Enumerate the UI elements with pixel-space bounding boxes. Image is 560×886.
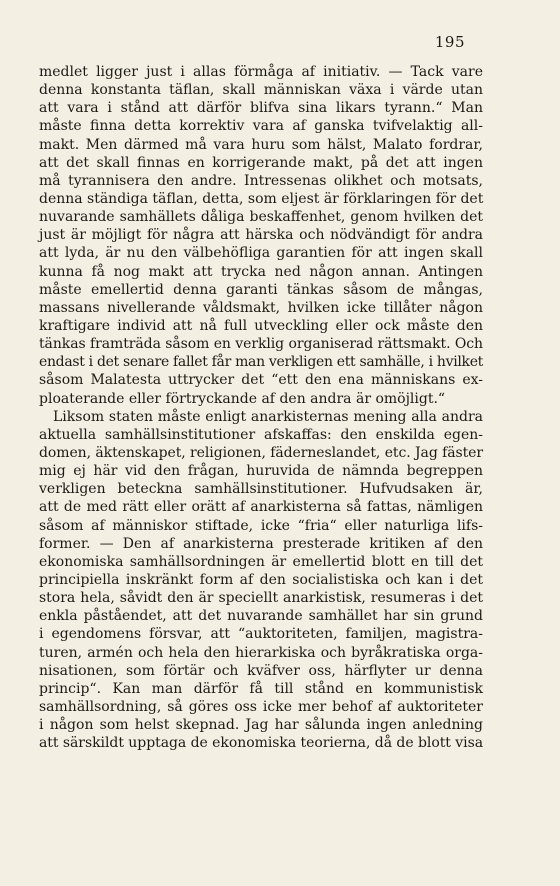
text-line: enkla påståendet, att det nuvarande samhället har sin grund	[39, 608, 483, 625]
text-line: i någon som helst skepnad. Jag har sålunda ingen anledning	[39, 717, 483, 734]
text-line: kunna få nog makt att trycka ned någon annan. Antingen	[39, 263, 483, 280]
text-line: stora hela, såvidt den är speciellt anarkistisk, resumeras i det	[39, 590, 483, 607]
text-line: att det skall finnas en korrigerande makt, på det att ingen	[39, 154, 483, 171]
text-line: i egendomens försvar, att “auktoriteten, familjen, magistra-	[39, 626, 483, 643]
text-line: må tyrannisera den andre. Intressenas olikhet och motsats,	[39, 172, 483, 189]
text-line: att lyda, är nu den välbehöfliga garantien för att ingen skall	[39, 245, 483, 262]
text-line: nuvarande samhällets dåliga beskaffenhet, genom hvilken det	[39, 209, 483, 226]
text-line: endast i det senare fallet får man verkligen ett samhälle, i hvilket	[39, 354, 483, 371]
text-line: princip“. Kan man därför få till stånd en kommunistisk	[39, 680, 483, 697]
text-line: samhällsordning, så göres oss icke mer behof af auktoriteter	[39, 698, 483, 715]
text-line: medlet ligger just i allas förmåga af initiativ. — Tack vare	[39, 64, 483, 80]
text-line: turen, armén och hela den hierarkiska och byråkratiska orga-	[39, 644, 483, 661]
text-line: domen, äktenskapet, religionen, fäderneslandet, etc. Jag fäster	[39, 444, 483, 461]
text-line: tänkas framträda såsom en verklig organiserad rättsmakt. Och	[39, 336, 484, 353]
text-line: makt. Men därmed må vara huru som hälst, Malato fordrar,	[39, 136, 483, 153]
text-line: kraftigare individ att nå full utveckling eller ock måste den	[39, 317, 483, 334]
text-line: ekonomiska samhällsordningen är emellertid blott en till det	[39, 553, 483, 570]
text-line: ploaterande eller förtryckande af den andra är omöjligt.“	[39, 390, 446, 407]
text-line: Liksom staten måste enligt anarkisternas mening alla andra	[53, 408, 483, 425]
text-line: såsom af människor stiftade, icke “fria“ eller naturliga lifs-	[39, 517, 483, 534]
text-line: principiella inskränkt form af den socialistiska och kan i det	[39, 571, 483, 588]
text-line: former. — Den af anarkisterna presterade kritiken af den	[39, 535, 483, 552]
body-text	[39, 63, 483, 752]
text-line: såsom Malatesta uttrycker det “ett den ena människans ex-	[39, 372, 483, 389]
text-line: mig ej här vid den frågan, huruvida de nämnda begreppen	[39, 463, 483, 480]
text-line: måste emellertid denna garanti tänkas såsom de mångas,	[39, 281, 483, 298]
text-line: nisationen, som förtär och kväfver oss, härflyter ur denna	[39, 662, 483, 679]
text-line: denna konstanta täflan, skall människan växa i värde utan	[39, 82, 483, 99]
text-line: måste finna detta korrektiv vara af ganska tvifvelaktig all-	[39, 118, 483, 135]
text-line: massans nivellerande våldsmakt, hvilken icke tillåter någon	[39, 299, 483, 316]
page-number: 195	[434, 33, 465, 51]
text-line: denna ständiga täflan, detta, som eljest är förklaringen för det	[39, 190, 484, 207]
text-line: att vara i stånd att därför blifva sina likars tyrann.“ Man	[39, 100, 483, 117]
text-line: att de med rätt eller orätt af anarkisterna så fattas, nämligen	[39, 499, 483, 516]
text-line: att särskildt upptaga de ekonomiska teorierna, då de blott visa	[39, 735, 484, 752]
text-line: aktuella samhällsinstitutioner afskaffas: den enskilda egen-	[39, 426, 483, 443]
text-line: verkligen beteckna samhällsinstitutioner. Hufvudsaken är,	[39, 481, 483, 498]
text-line: just är möjligt för några att härska och nödvändigt för andra	[39, 227, 483, 244]
